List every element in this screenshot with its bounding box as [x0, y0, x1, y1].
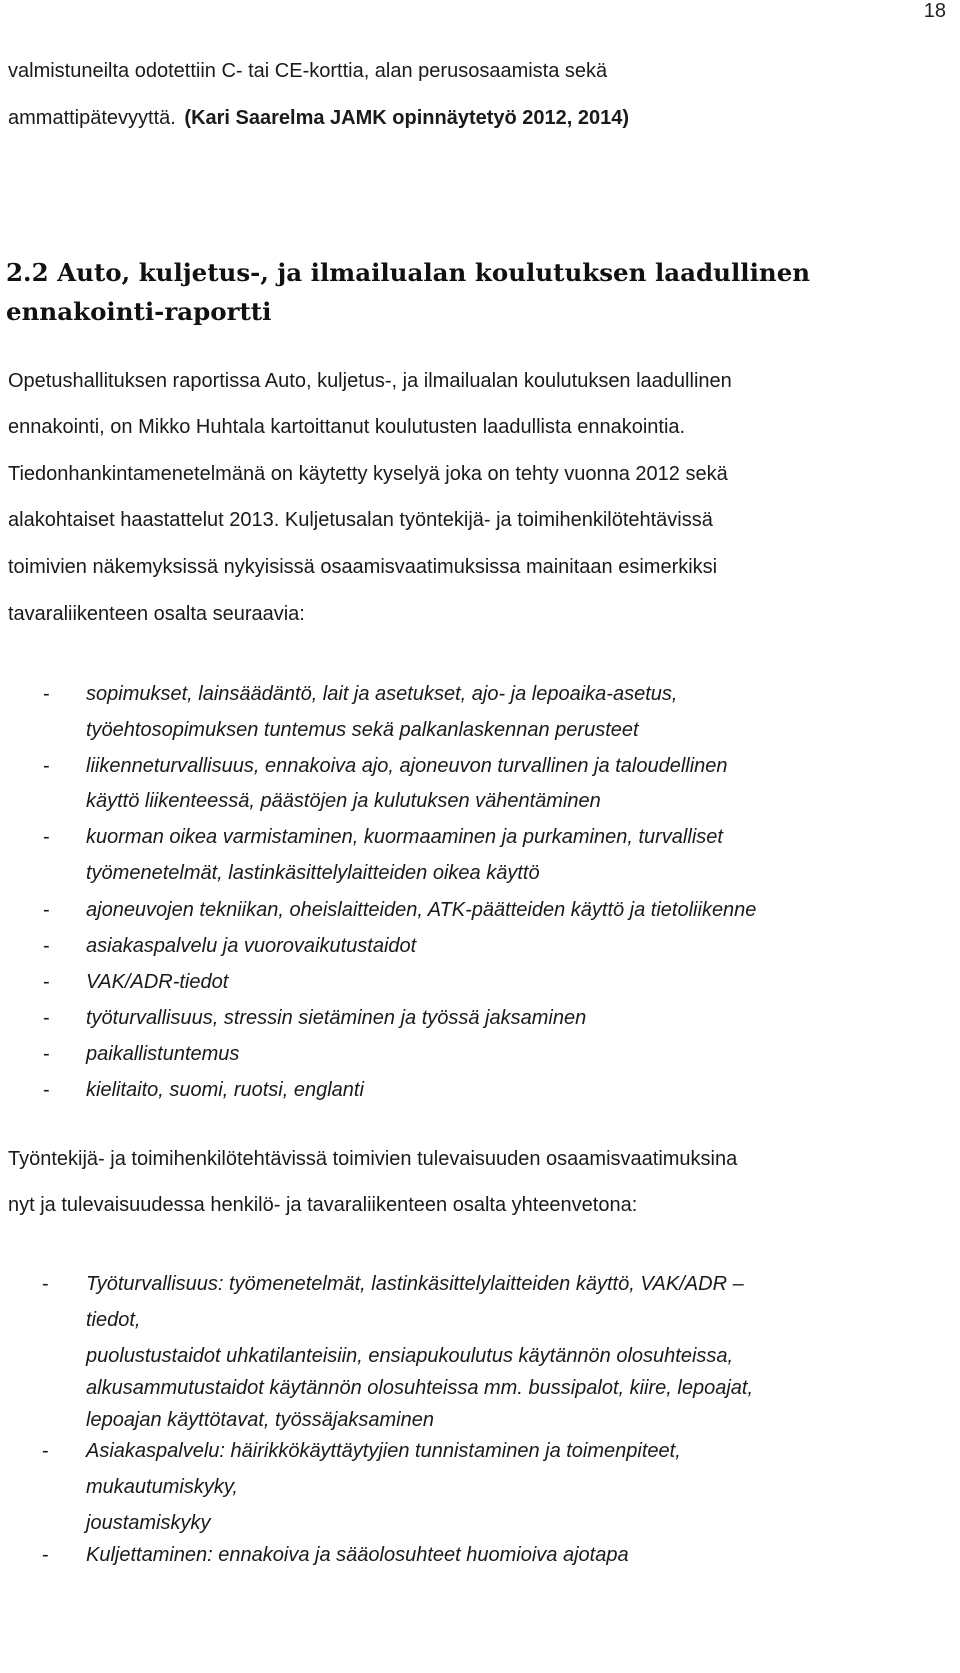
list-item-continuation: mukautumiskyky,	[86, 1476, 238, 1498]
list-dash: -	[43, 971, 50, 993]
section-heading-line-1: 2.2 Auto, kuljetus-, ja ilmailualan koulutuksen laadullinen	[6, 258, 811, 287]
paragraph-line: Tiedonhankintamenetelmänä on käytetty kyselyä joka on tehty vuonna 2012 sekä	[8, 463, 728, 485]
paragraph-line: Opetushallituksen raportissa Auto, kuljetus-, ja ilmailualan koulutuksen laadullinen	[8, 370, 732, 392]
citation-reference: (Kari Saarelma JAMK opinnäytetyö 2012, 2014)	[184, 107, 630, 129]
list-item: asiakaspalvelu ja vuorovaikutustaidot	[86, 935, 417, 957]
list-item: VAK/ADR-tiedot	[86, 971, 229, 993]
list-item: Kuljettaminen: ennakoiva ja sääolosuhteet huomioiva ajotapa	[86, 1544, 629, 1566]
paragraph-line: ennakointi, on Mikko Huhtala kartoittanut koulutusten laadullista ennakointia.	[8, 416, 686, 438]
list-item-continuation: alkusammutustaidot käytännön olosuhteissa mm. bussipalot, kiire, lepoajat,	[86, 1377, 754, 1399]
list-dash: -	[43, 1079, 50, 1101]
list-item: paikallistuntemus	[86, 1043, 240, 1065]
paragraph-line: alakohtaiset haastattelut 2013. Kuljetusalan työntekijä- ja toimihenkilötehtävissä	[8, 509, 713, 531]
list-item: Asiakaspalvelu: häirikkökäyttäytyjien tunnistaminen ja toimenpiteet,	[86, 1440, 681, 1462]
intro-line-1: valmistuneilta odotettiin C- tai CE-korttia, alan perusosaamista sekä	[8, 60, 608, 82]
list-item: ajoneuvojen tekniikan, oheislaitteiden, ATK-päätteiden käyttö ja tietoliikenne	[86, 899, 757, 921]
section-heading-line-2: ennakointi-raportti	[6, 297, 272, 326]
list-dash: -	[43, 1007, 50, 1029]
list-item: liikenneturvallisuus, ennakoiva ajo, ajoneuvon turvallinen ja taloudellinen	[86, 755, 728, 777]
list-dash: -	[42, 1273, 49, 1295]
list-item-continuation: puolustustaidot uhkatilanteisiin, ensiapukoulutus käytännön olosuhteissa,	[86, 1345, 734, 1367]
list-item: sopimukset, lainsäädäntö, lait ja asetukset, ajo- ja lepoaika-asetus,	[86, 683, 678, 705]
list-item-continuation: käyttö liikenteessä, päästöjen ja kulutuksen vähentäminen	[86, 790, 601, 812]
paragraph-line: nyt ja tulevaisuudessa henkilö- ja tavaraliikenteen osalta yhteenvetona:	[8, 1194, 638, 1216]
list-item-continuation: tiedot,	[86, 1309, 141, 1331]
list-dash: -	[42, 1440, 49, 1462]
intro-line-2-text: ammattipätevyyttä.	[8, 107, 176, 129]
list-item-continuation: työmenetelmät, lastinkäsittelylaitteiden oikea käyttö	[86, 862, 540, 884]
list-dash: -	[43, 899, 50, 921]
paragraph-line: toimivien näkemyksissä nykyisissä osaamisvaatimuksissa mainitaan esimerkiksi	[8, 556, 718, 578]
paragraph-line: Työntekijä- ja toimihenkilötehtävissä toimivien tulevaisuuden osaamisvaatimuksina	[8, 1148, 738, 1170]
list-item-continuation: työehtosopimuksen tuntemus sekä palkanlaskennan perusteet	[86, 719, 639, 741]
list-item: kuorman oikea varmistaminen, kuormaaminen ja purkaminen, turvalliset	[86, 826, 723, 848]
list-dash: -	[43, 755, 50, 777]
list-item-continuation: joustamiskyky	[86, 1512, 211, 1534]
list-dash: -	[43, 826, 50, 848]
list-item: työturvallisuus, stressin sietäminen ja työssä jaksaminen	[86, 1007, 587, 1029]
paragraph-line: tavaraliikenteen osalta seuraavia:	[8, 603, 305, 625]
list-item-continuation: lepoajan käyttötavat, työssäjaksaminen	[86, 1409, 434, 1431]
page-number: 18	[923, 0, 946, 22]
list-dash: -	[42, 1544, 49, 1566]
list-dash: -	[43, 1043, 50, 1065]
list-item: kielitaito, suomi, ruotsi, englanti	[86, 1079, 364, 1101]
list-dash: -	[43, 935, 50, 957]
list-dash: -	[43, 683, 50, 705]
intro-line-2	[8, 107, 629, 130]
list-item: Työturvallisuus: työmenetelmät, lastinkäsittelylaitteiden käyttö, VAK/ADR –	[86, 1273, 744, 1295]
